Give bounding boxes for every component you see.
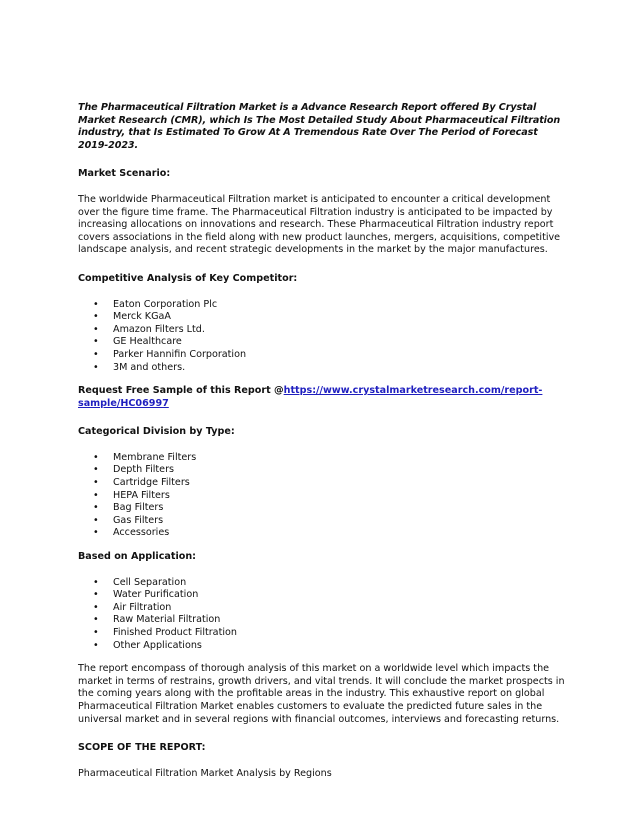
competitor-name: Eaton Corporation Plc — [113, 298, 218, 310]
bullet-icon: • — [93, 514, 99, 526]
bullet-icon: • — [93, 527, 99, 539]
list-item — [78, 577, 566, 590]
list-item — [78, 589, 566, 602]
bullet-icon: • — [93, 348, 99, 360]
bullet-icon: • — [93, 502, 99, 514]
list-item — [78, 311, 566, 324]
application-heading: Based on Application: — [78, 551, 197, 563]
list-item — [78, 349, 566, 362]
competitor-name: Parker Hannifin Corporation — [113, 348, 247, 360]
summary-paragraph: The report encompass of thorough analysis of this market on a worldwide level which impacts the market in terms of restrains, growth drivers, and vital trends. It will conclude the market prospects in the coming years along with the profitable areas in the industry. This exhaustive report on global Pharmaceutical Filtration Market enables customers to evaluate the predicted future sales in the universal market and in several regions with financial outcomes, interviews and forecasting returns. — [78, 663, 565, 725]
bullet-icon: • — [93, 614, 99, 626]
document-page — [78, 102, 566, 780]
bullet-icon: • — [93, 361, 99, 373]
scope-subheading: Pharmaceutical Filtration Market Analysis by Regions — [78, 767, 332, 779]
list-item — [78, 464, 566, 477]
application-list — [78, 577, 566, 653]
list-item — [78, 502, 566, 515]
list-item — [78, 477, 566, 490]
application-name: Finished Product Filtration — [113, 627, 237, 638]
type-name: Gas Filters — [113, 514, 164, 526]
request-sample — [78, 385, 566, 410]
list-item — [78, 640, 566, 653]
list-item — [78, 324, 566, 337]
type-name: Depth Filters — [113, 464, 175, 476]
type-name: Membrane Filters — [113, 451, 197, 463]
type-name: HEPA Filters — [113, 489, 170, 501]
competitor-name: Merck KGaA — [113, 311, 171, 323]
bullet-icon: • — [93, 323, 99, 335]
list-item — [78, 627, 566, 640]
type-name: Cartridge Filters — [113, 477, 190, 489]
list-item — [78, 527, 566, 540]
application-name: Other Applications — [113, 639, 202, 651]
list-item — [78, 362, 566, 375]
request-label: Request Free Sample of this Report @ — [78, 385, 284, 397]
application-name: Cell Separation — [113, 576, 187, 588]
sample-report-link[interactable]: https://www.crystalmarketresearch.com/report-sample/HC06997 — [78, 385, 543, 409]
competitors-list — [78, 299, 566, 375]
bullet-icon: • — [93, 311, 99, 323]
application-name: Water Purification — [113, 589, 199, 601]
bullet-icon: • — [93, 477, 99, 489]
market-scenario-text: The worldwide Pharmaceutical Filtration market is anticipated to encounter a critical development over the figure time frame. The Pharmaceutical Filtration industry is anticipated to be impacted by increasing allocations on innovations and research. These Pharmaceutical Filtration industry report covers associations in the field along with new product launches, mergers, acquisitions, competitive landscape analysis, and recent strategic developments in the market by the major manufactures. — [78, 193, 561, 256]
list-item — [78, 602, 566, 615]
bullet-icon: • — [93, 489, 99, 501]
list-item — [78, 614, 566, 627]
bullet-icon: • — [93, 298, 99, 310]
bullet-icon: • — [93, 639, 99, 651]
bullet-icon: • — [93, 589, 99, 601]
type-division-heading: Categorical Division by Type: — [78, 426, 235, 438]
bullet-icon: • — [93, 336, 99, 348]
list-item — [78, 515, 566, 528]
bullet-icon: • — [93, 601, 99, 613]
list-item — [78, 299, 566, 312]
application-name: Raw Material Filtration — [113, 614, 221, 626]
type-name: Bag Filters — [113, 502, 164, 514]
bullet-icon: • — [93, 576, 99, 588]
competitor-name: 3M and others. — [113, 361, 186, 373]
bullet-icon: • — [93, 464, 99, 476]
competitor-name: GE Healthcare — [113, 336, 182, 348]
intro-paragraph: The Pharmaceutical Filtration Market is a Advance Research Report offered By Crystal Market Research (CMR), which Is The Most Detailed Study About Pharmaceutical Filtration industry, that Is Estimated To Grow At A Tremendous Rate Over The Period of Forecast 2019-2023. — [78, 102, 561, 151]
market-scenario-heading: Market Scenario: — [78, 168, 171, 180]
scope-heading: SCOPE OF THE REPORT: — [78, 742, 206, 754]
list-item — [78, 490, 566, 503]
competitors-heading: Competitive Analysis of Key Competitor: — [78, 272, 298, 284]
bullet-icon: • — [93, 451, 99, 463]
list-item — [78, 452, 566, 465]
competitor-name: Amazon Filters Ltd. — [113, 323, 205, 335]
list-item — [78, 336, 566, 349]
application-name: Air Filtration — [113, 601, 172, 613]
type-name: Accessories — [113, 527, 170, 539]
bullet-icon: • — [93, 627, 99, 638]
type-list — [78, 452, 566, 540]
